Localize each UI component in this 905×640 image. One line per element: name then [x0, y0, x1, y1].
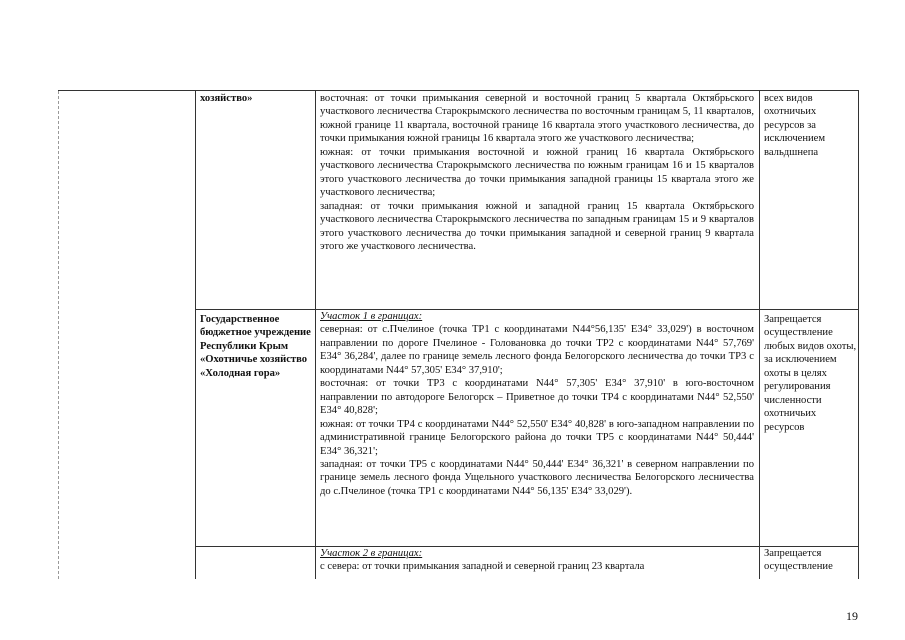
boundary-paragraph: восточная: от точки примыкания северной и восточной границ 5 квартала Октябрьского участкового лесничества Старокрымского лесничества по восточным границам 5, 11 кварталов, южной границе 11 квартала, восточной границе 16 квартала этого участкового лесничества, до точки примыкания южной границы 16 квартала этого же участкового лесничества; — [320, 93, 754, 145]
column-border — [858, 91, 859, 579]
organization-cell: хозяйство» — [200, 93, 253, 104]
organization-cell: Государственное бюджетное учреждение Республики Крым «Охотничье хозяйство «Холодная гора» — [200, 314, 311, 379]
section-title: Участок 1 в границах: — [320, 311, 423, 322]
boundary-paragraph: южная: от точки ТР4 с координатами N44° 52,550' E34° 40,828' в юго-западном направлении по административной границе Белогорского района до точки ТР5 с координатами N44° 50,444' E34° 36,321'; — [320, 418, 754, 457]
section-title: Участок 2 в границах: — [320, 548, 423, 559]
boundary-description — [320, 547, 754, 574]
boundary-description — [320, 310, 754, 498]
column-border — [759, 91, 760, 579]
hunting-grounds-table — [58, 90, 859, 579]
boundary-description — [320, 92, 754, 253]
restriction-cell: всех видов охотничьих ресурсов за исключением вальдшнепа — [764, 93, 826, 158]
boundary-paragraph: восточная: от точки ТР3 с координатами N44° 57,305' E34° 37,910' в юго-восточном направлении по автодороге Белогорск – Приветное до точки ТР4 с координатами N44° 52,550' E34° 40,828'; — [320, 378, 754, 417]
boundary-paragraph: западная: от точки примыкания южной и западной границ 15 квартала Октябрьского участкового лесничества Старокрымского лесничества по западным границам 15 и 9 кварталов этого участкового лесничества до точки примыкания западной и северной границ 9 квартала этого же участкового лесничества. — [320, 200, 754, 252]
restriction-cell: Запрещается осуществление любых видов охоты, за исключением охоты в целях регулирования численности охотничьих ресурсов — [764, 314, 857, 433]
column-border — [195, 91, 196, 579]
page-number: 19 — [846, 609, 858, 623]
boundary-paragraph: с севера: от точки примыкания западной и северной границ 23 квартала — [320, 561, 645, 573]
column-border — [58, 91, 59, 579]
column-border — [315, 91, 316, 579]
boundary-paragraph: западная: от точки ТР5 с координатами N44° 50,444' E34° 36,321' в северном направлении по границе земель лесного фонда Ущельного участкового лесничества Белогорского лесничества до с.Пчелиное (точка ТР1 с координатами N44° 56,135' E34° 33,029'). — [320, 458, 754, 497]
restriction-cell: Запрещается осуществление — [764, 548, 833, 573]
boundary-paragraph: северная: от с.Пчелиное (точка ТР1 с координатами N44°56,135' E34° 33,029') в восточном направлении по дороге Пчелиное - Голованoвка до точки ТР2 с координатами N44° 57,769' E34° 36,284', далее по границе земель лесного фонда Белогорского лесничества до точки ТР3 с координатами N44° 57,305' E34° 37,910'; — [320, 324, 754, 376]
boundary-paragraph: южная: от точки примыкания восточной и южной границ 16 квартала Октябрьского участкового лесничества Старокрымского лесничества по южным границам 16 и 15 кварталов этого участкового лесничества до точки примыкания западной границы 15 квартала этого же участкового лесничества; — [320, 146, 754, 199]
